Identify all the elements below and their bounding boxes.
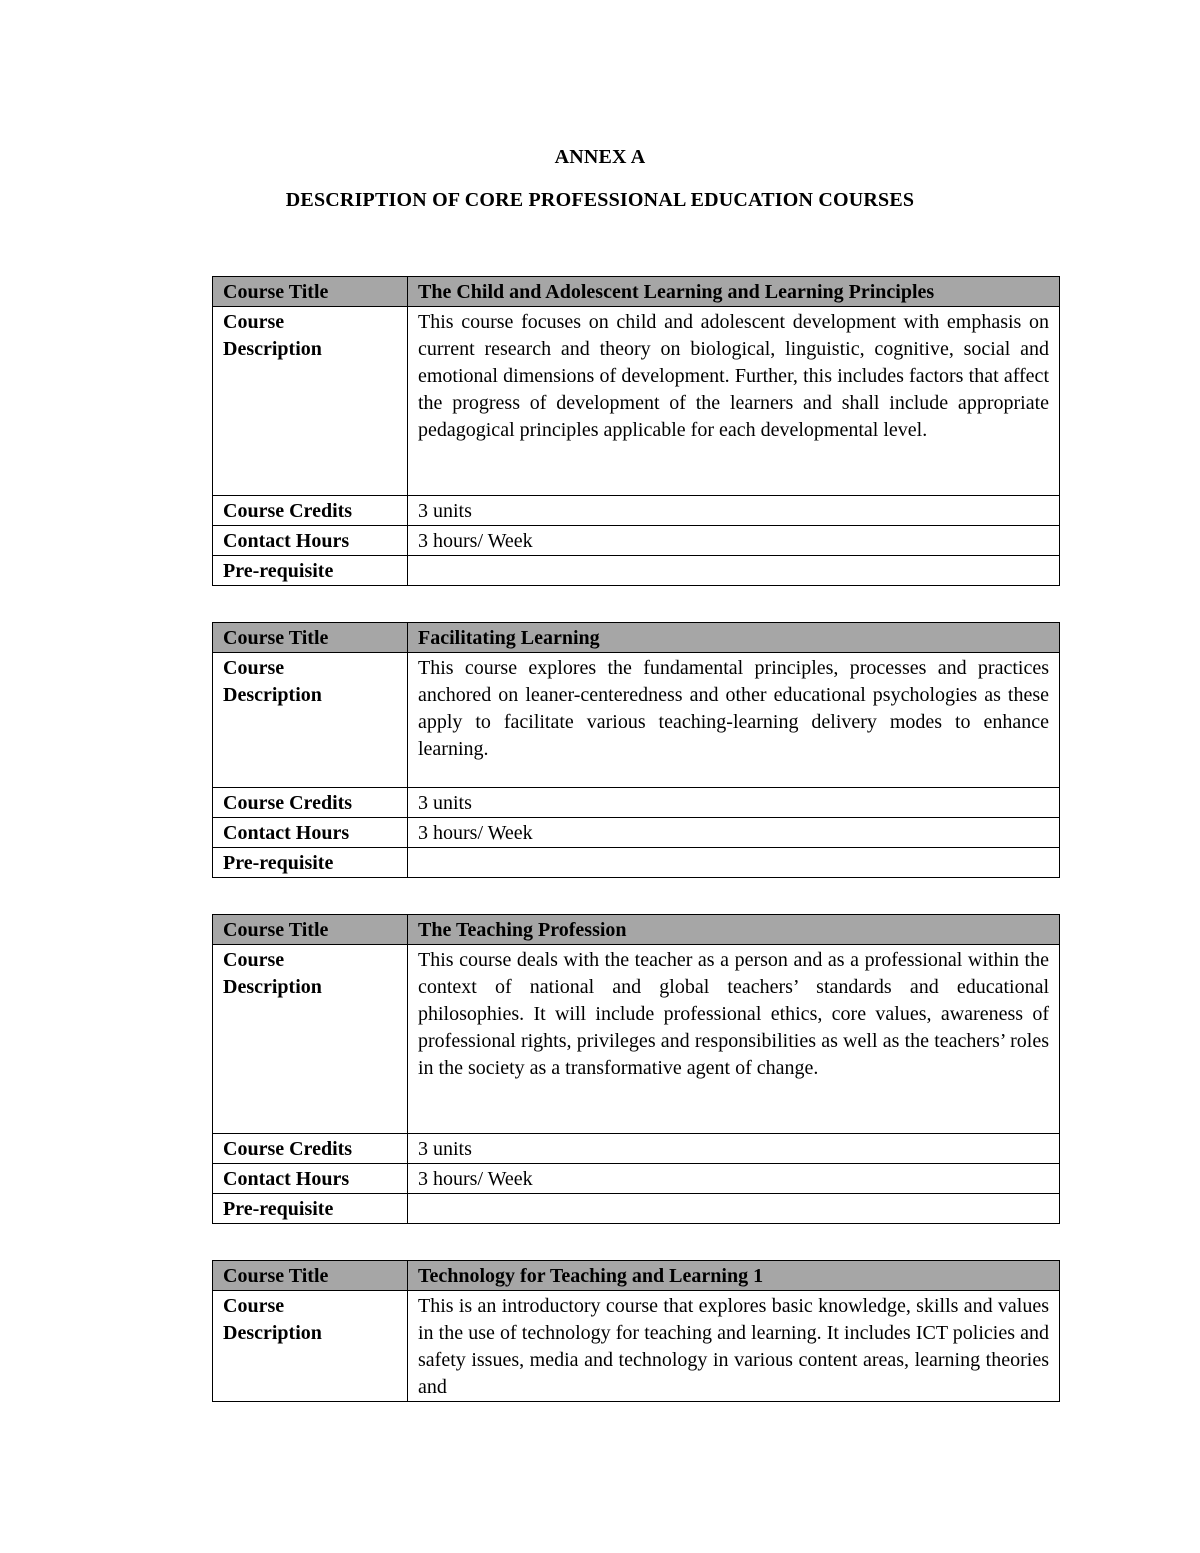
course-title-label: Course Title <box>213 915 408 945</box>
course-title-value: The Teaching Profession <box>408 915 1060 945</box>
course-table-3 <box>212 914 1060 1224</box>
course-title-row <box>213 277 1060 307</box>
course-description-label-line2: Description <box>223 1322 322 1344</box>
course-description-label-line1: Course <box>223 1295 285 1317</box>
course-title-value: Technology for Teaching and Learning 1 <box>408 1261 1060 1291</box>
course-description-label <box>213 307 408 496</box>
course-description-label <box>213 653 408 788</box>
contact-hours-row <box>213 818 1060 848</box>
course-title-row <box>213 1261 1060 1291</box>
course-description-row <box>213 1291 1060 1402</box>
course-description-label <box>213 1291 408 1402</box>
course-description-label <box>213 945 408 1134</box>
course-table-4 <box>212 1260 1060 1402</box>
course-table-1 <box>212 276 1060 586</box>
course-description-value: This course focuses on child and adolescent development with emphasis on current research and theory on biological, linguistic, cognitive, social and emotional dimensions of development. Further, this includes factors that affect the progress of development of the learners and shall include appropriate pedagogical principles applicable for each developmental level. <box>408 307 1060 496</box>
course-title-value: The Child and Adolescent Learning and Learning Principles <box>408 277 1060 307</box>
course-credits-label: Course Credits <box>213 496 408 526</box>
course-title-value: Facilitating Learning <box>408 623 1060 653</box>
course-description-label-line1: Course <box>223 949 285 971</box>
course-description-label-line2: Description <box>223 338 322 360</box>
contact-hours-value: 3 hours/ Week <box>408 526 1060 556</box>
course-description-row <box>213 653 1060 788</box>
prerequisite-row <box>213 848 1060 878</box>
course-description-row <box>213 307 1060 496</box>
course-description-row <box>213 945 1060 1134</box>
course-credits-row <box>213 788 1060 818</box>
course-title-label: Course Title <box>213 623 408 653</box>
course-credits-value: 3 units <box>408 1134 1060 1164</box>
course-description-label-line1: Course <box>223 657 285 679</box>
course-description-text: This is an introductory course that explores basic knowledge, skills and values in the use of technology for teaching and learning. It includes ICT policies and safety issues, media and technology in various content areas, learning theories and <box>418 1295 1049 1398</box>
prerequisite-row <box>213 1194 1060 1224</box>
prerequisite-row <box>213 556 1060 586</box>
course-description-label-line2: Description <box>223 976 322 998</box>
course-credits-value: 3 units <box>408 788 1060 818</box>
course-credits-label: Course Credits <box>213 788 408 818</box>
course-description-label-line2: Description <box>223 684 322 706</box>
course-title-label: Course Title <box>213 277 408 307</box>
course-description-value: This course explores the fundamental principles, processes and practices anchored on leaner-centeredness and other educational psychologies as these apply to facilitate various teaching-learning delivery modes to enhance learning. <box>408 653 1060 788</box>
contact-hours-value: 3 hours/ Week <box>408 818 1060 848</box>
prerequisite-value <box>408 848 1060 878</box>
contact-hours-value: 3 hours/ Week <box>408 1164 1060 1194</box>
course-description-value: This course deals with the teacher as a person and as a professional within the context of national and global teachers’ standards and educational philosophies. It will include professional ethics, core values, awareness of professional rights, privileges and responsibilities as well as the teachers’ roles in the society as a transformative agent of change. <box>408 945 1060 1134</box>
course-title-row <box>213 915 1060 945</box>
prerequisite-value <box>408 1194 1060 1224</box>
annex-heading: ANNEX A <box>554 146 646 168</box>
contact-hours-row <box>213 1164 1060 1194</box>
prerequisite-value <box>408 556 1060 586</box>
course-credits-label: Course Credits <box>213 1134 408 1164</box>
prerequisite-label: Pre-requisite <box>213 1194 408 1224</box>
document-title: DESCRIPTION OF CORE PROFESSIONAL EDUCATION COURSES <box>285 189 915 211</box>
course-description-value <box>408 1291 1060 1402</box>
prerequisite-label: Pre-requisite <box>213 848 408 878</box>
course-credits-value: 3 units <box>408 496 1060 526</box>
contact-hours-label: Contact Hours <box>213 526 408 556</box>
contact-hours-label: Contact Hours <box>213 818 408 848</box>
course-credits-row <box>213 1134 1060 1164</box>
course-description-label-line1: Course <box>223 311 285 333</box>
prerequisite-label: Pre-requisite <box>213 556 408 586</box>
course-title-label: Course Title <box>213 1261 408 1291</box>
course-credits-row <box>213 496 1060 526</box>
contact-hours-label: Contact Hours <box>213 1164 408 1194</box>
contact-hours-row <box>213 526 1060 556</box>
course-title-row <box>213 623 1060 653</box>
course-table-2 <box>212 622 1060 878</box>
